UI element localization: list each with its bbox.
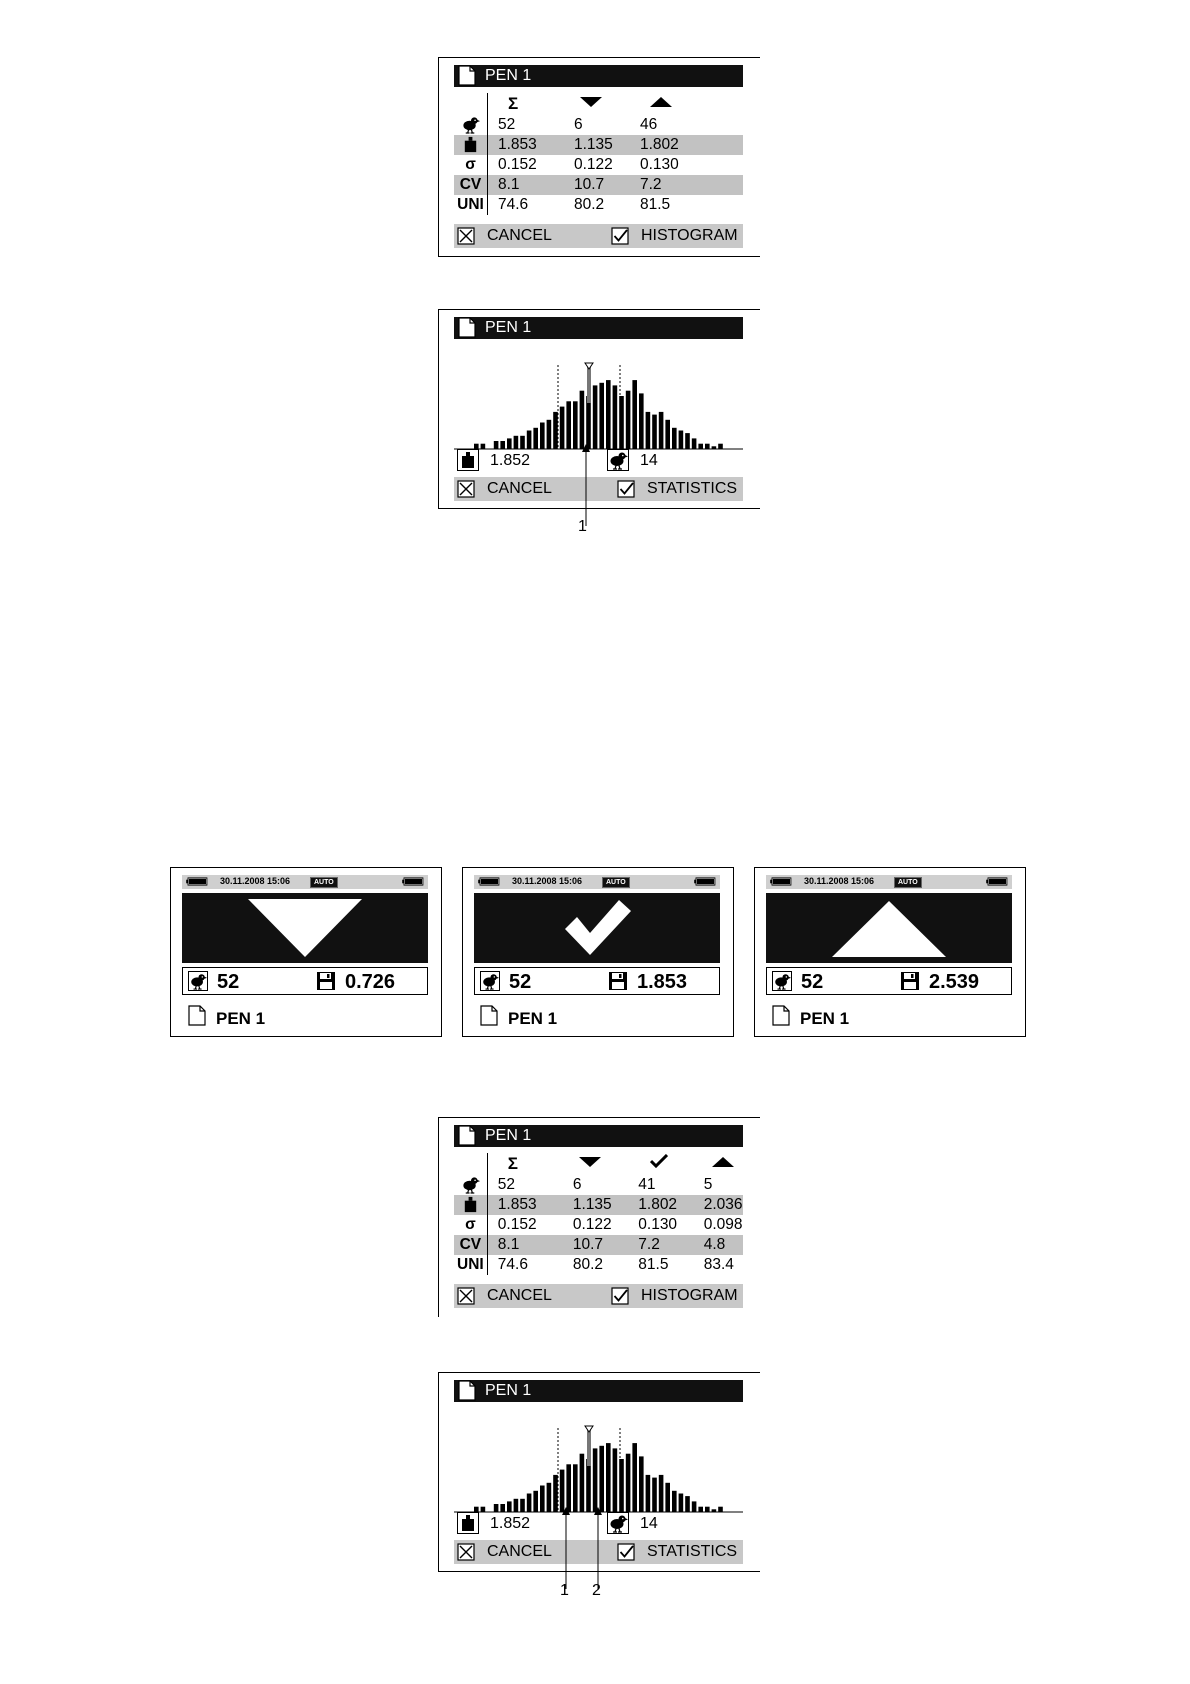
cancel-x-icon[interactable] [457,1543,475,1561]
table-row: 52 6 46 [454,115,743,135]
device-screen-ok [462,867,734,1037]
down-triangle-icon [580,96,602,108]
status-bar [182,875,428,889]
result-display [182,893,428,963]
cancel-button[interactable]: CANCEL [487,1543,552,1560]
count-value: 14 [640,452,658,469]
document-icon [458,1125,476,1146]
histogram-bar [566,401,571,449]
cancel-x-icon[interactable] [457,1287,475,1305]
histogram-button[interactable]: HISTOGRAM [641,227,738,244]
page-title: PEN 1 [485,1127,532,1144]
weight-icon [457,1512,479,1534]
histogram-bar [599,383,604,449]
result-display [474,893,720,963]
table-row: σ 0.152 0.122 0.130 0.098 [454,1215,743,1235]
table-row: σ 0.152 0.122 0.130 [454,155,743,175]
histogram-bar [533,1491,538,1512]
histogram-screen-2 [438,1372,760,1572]
battery-icon [478,877,500,886]
document-icon [458,65,476,86]
histogram-bar [593,1448,598,1512]
histogram-bar [646,412,651,449]
table-row: UNI 74.6 80.2 81.5 [454,195,743,215]
weight-icon [461,135,480,154]
weight-value: 1.852 [490,452,531,469]
statistics-button[interactable]: STATISTICS [647,480,738,497]
document-icon [458,317,476,338]
softkey-bar [454,224,743,248]
histogram-bar [613,1448,618,1512]
sum-header: Σ [508,94,519,113]
device-screen-high [754,867,1026,1037]
floppy-icon [608,971,628,991]
value-row [766,967,1012,995]
softkey-bar [454,1284,743,1308]
down-triangle-icon [579,1156,601,1168]
page-title: PEN 1 [485,319,532,336]
target-marker [587,367,591,403]
histogram-bar [632,380,637,449]
chick-icon [607,1512,629,1534]
histogram-bar [586,396,591,449]
callout-label: 1 [578,518,587,535]
histogram-bar [632,1443,637,1512]
confirm-check-icon[interactable] [611,227,629,245]
histogram-bar [652,1478,657,1512]
histogram-bar [652,415,657,449]
document-icon [772,1005,790,1026]
histogram-bar [566,1464,571,1512]
chick-icon [461,1175,480,1194]
histogram-bar [613,385,618,449]
callout-label-1: 1 [560,1582,569,1599]
status-bar [766,875,1012,889]
histogram-bar [659,412,664,449]
statistics-button[interactable]: STATISTICS [647,1543,738,1560]
date-time: 30.11.2008 15:06 [804,876,875,886]
histogram-bar [672,428,677,449]
histogram-bar [646,1475,651,1512]
confirm-check-icon[interactable] [617,480,635,498]
battery-icon [694,877,716,886]
result-display [766,893,1012,963]
date-time: 30.11.2008 15:06 [512,876,583,886]
chick-icon [188,971,208,991]
statistics-table [454,93,743,215]
pen-label: PEN 1 [800,1009,850,1028]
histogram-bar [547,1483,552,1512]
callout-label-2: 2 [592,1582,601,1599]
chick-icon [772,971,792,991]
histogram-screen-1 [438,309,760,509]
softkey-bar [454,477,743,501]
table-row: CV 8.1 10.7 7.2 4.8 [454,1235,743,1255]
battery-icon [402,877,424,886]
histogram-bar [573,401,578,449]
histogram-bar [573,1464,578,1512]
weight-icon [461,1195,480,1214]
auto-badge: AUTO [310,877,338,888]
histogram-bar [580,1454,585,1512]
table-row: 1.853 1.135 1.802 [454,135,743,155]
histogram-bar [626,391,631,449]
histogram-bar [639,393,644,449]
confirm-check-icon[interactable] [611,1287,629,1305]
pen-label: PEN 1 [216,1009,266,1028]
histogram-bar [639,1456,644,1512]
chick-icon [461,115,480,134]
count-value: 52 [217,971,240,993]
battery-icon [770,877,792,886]
down-triangle-icon [182,893,428,963]
info-row [454,447,743,473]
cancel-button[interactable]: CANCEL [487,227,552,244]
cancel-x-icon[interactable] [457,227,475,245]
document-icon [480,1005,498,1026]
histogram-bar [606,380,611,449]
up-triangle-icon [712,1156,734,1168]
device-screen-low [170,867,442,1037]
table-row: CV 8.1 10.7 7.2 [454,175,743,195]
battery-icon [986,877,1008,886]
histogram-bar [659,1475,664,1512]
histogram-bar [599,1446,604,1512]
table-row: UNI 74.6 80.2 81.5 83.4 [454,1255,743,1275]
histogram-bar [553,1475,558,1512]
histogram-bar [553,412,558,449]
value-row [474,967,720,995]
histogram [454,1402,743,1518]
histogram-bar [533,428,538,449]
check-icon [474,893,720,963]
histogram-bar [560,407,565,449]
callout-arrow-1 [561,1507,571,1589]
title-bar [454,65,743,87]
count-value: 52 [801,971,824,993]
target-marker [587,1430,591,1466]
chick-icon [607,449,629,471]
floppy-icon [316,971,336,991]
status-bar [474,875,720,889]
cancel-button[interactable]: CANCEL [487,480,552,497]
auto-badge: AUTO [894,877,922,888]
histogram-bar [606,1443,611,1512]
histogram-bar [560,1470,565,1512]
statistics-screen-1 [438,57,760,257]
battery-icon [186,877,208,886]
up-triangle-icon [766,893,1012,963]
title-bar [454,1380,743,1402]
histogram-bar [586,1459,591,1512]
floppy-icon [900,971,920,991]
histogram-bar [665,420,670,449]
histogram-bar [672,1491,677,1512]
callout-arrow-2 [593,1507,603,1589]
title-bar [454,1125,743,1147]
up-triangle-icon [650,96,672,108]
statistics-screen-2 [438,1117,760,1317]
histogram-bar [540,423,545,450]
document-icon [458,1380,476,1401]
date-time: 30.11.2008 15:06 [220,876,291,886]
statistics-table [454,1153,743,1275]
histogram-button[interactable]: HISTOGRAM [641,1287,738,1304]
histogram-bar [626,1454,631,1512]
document-icon [188,1005,206,1026]
histogram-bar [547,420,552,449]
table-row: 52 6 41 5 [454,1175,743,1195]
chick-icon [480,971,500,991]
table-row: 1.853 1.135 1.802 2.036 [454,1195,743,1215]
histogram-bar [593,385,598,449]
check-icon [650,1154,668,1168]
weight-value: 1.853 [637,971,688,993]
target-marker-head [585,1426,593,1432]
title-bar [454,317,743,339]
weight-icon [457,449,479,471]
weight-value: 1.852 [490,1515,531,1532]
histogram-bar [580,391,585,449]
histogram-bar [540,1486,545,1513]
weight-value: 0.726 [345,971,396,993]
page-title: PEN 1 [485,67,532,84]
pen-label: PEN 1 [508,1009,558,1028]
count-value: 14 [640,1515,658,1532]
histogram [454,339,743,455]
weight-value: 2.539 [929,971,980,993]
value-row [182,967,428,995]
page-title: PEN 1 [485,1382,532,1399]
histogram-bar [665,1483,670,1512]
cancel-button[interactable]: CANCEL [487,1287,552,1304]
confirm-check-icon[interactable] [617,1543,635,1561]
count-value: 52 [509,971,532,993]
target-marker-head [585,363,593,369]
cancel-x-icon[interactable] [457,480,475,498]
callout-arrow [581,444,591,526]
auto-badge: AUTO [602,877,630,888]
sum-header: Σ [507,1154,518,1173]
